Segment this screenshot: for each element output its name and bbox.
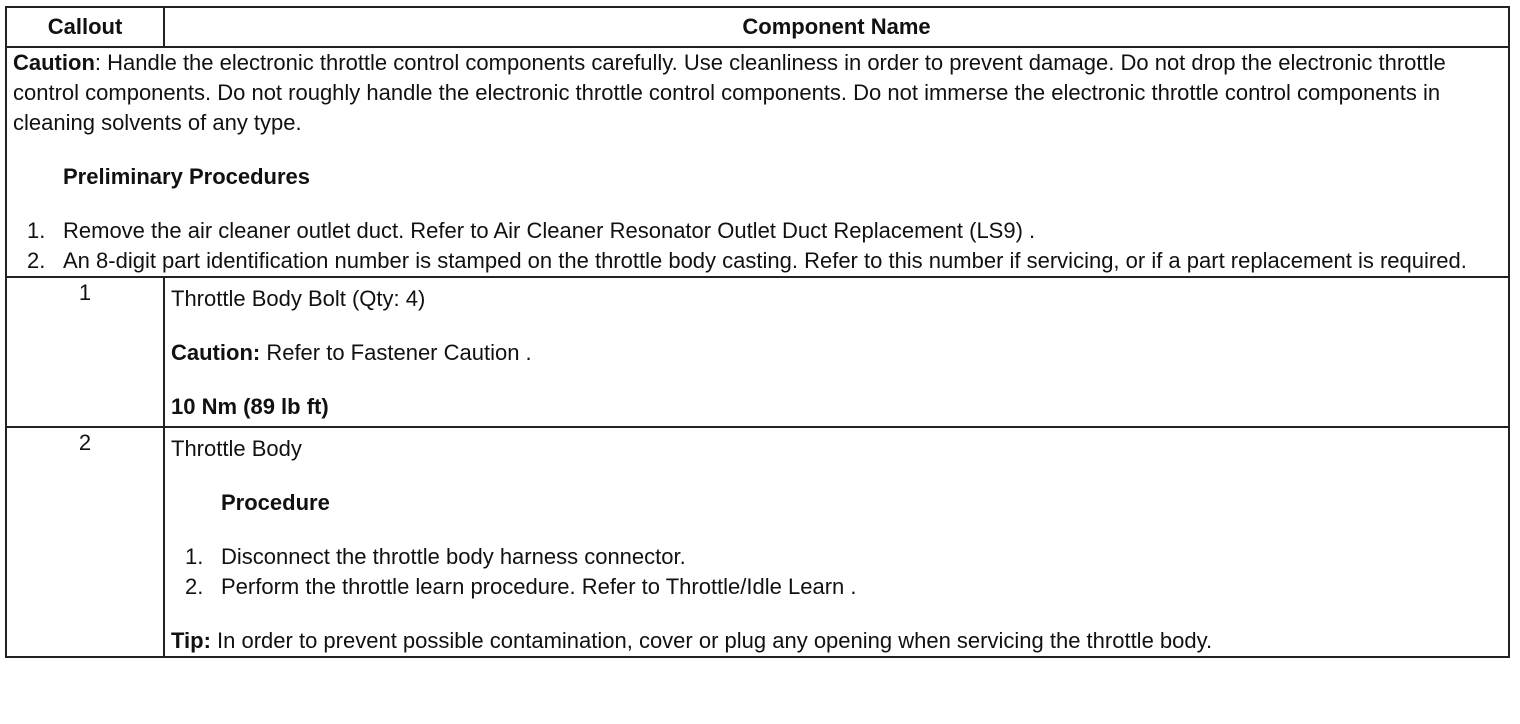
tip-label: Tip: <box>171 628 211 653</box>
table-row <box>6 277 1509 427</box>
caution-text: : Handle the electronic throttle control components carefully. Use cleanliness in order to prevent damage. Do not drop the electronic throttle control components. Do not roughly handle the electronic throttle control components. Do not immerse the electronic throttle control components in cleaning solvents of any type. <box>13 50 1446 135</box>
preliminary-heading: Preliminary Procedures <box>63 164 311 189</box>
tip-note <box>171 626 1502 656</box>
step-number: 2. <box>27 248 46 273</box>
torque-spec: 10 Nm (89 lb ft) <box>171 394 329 419</box>
caution-label: Caution: <box>171 340 261 365</box>
header-row <box>6 7 1509 47</box>
callout-number: 1 <box>6 277 164 427</box>
step-text: Remove the air cleaner outlet duct. Refer to Air Cleaner Resonator Outlet Duct Replacement (LS9) . <box>63 218 1036 243</box>
component-caution <box>171 338 1502 368</box>
callout-number: 2 <box>6 427 164 657</box>
caution-text: Refer to Fastener Caution . <box>260 340 532 365</box>
step-text: Disconnect the throttle body harness connector. <box>221 544 686 569</box>
step-number: 1. <box>185 544 204 569</box>
procedure-table-container <box>5 6 1508 658</box>
tip-text: In order to prevent possible contamination, cover or plug any opening when servicing the throttle body. <box>210 628 1213 653</box>
header-callout: Callout <box>6 7 164 47</box>
list-item <box>13 216 1502 246</box>
step-text: Perform the throttle learn procedure. Refer to Throttle/Idle Learn . <box>221 574 857 599</box>
caution-label: Caution <box>13 50 95 75</box>
step-number: 2. <box>185 574 204 599</box>
component-cell <box>164 277 1509 427</box>
header-component-name: Component Name <box>164 7 1509 47</box>
list-item <box>171 542 1502 572</box>
step-text: An 8-digit part identification number is stamped on the throttle body casting. Refer to this number if servicing, or if a part replacement is required. <box>63 248 1467 273</box>
list-item <box>171 572 1502 602</box>
procedure-table <box>5 6 1510 658</box>
table-row <box>6 427 1509 657</box>
component-cell <box>164 427 1509 657</box>
list-item <box>13 246 1502 276</box>
component-name: Throttle Body Bolt (Qty: 4) <box>171 286 426 311</box>
intro-row <box>6 47 1509 277</box>
intro-caution <box>13 48 1502 138</box>
procedure-steps <box>171 542 1502 602</box>
preliminary-steps <box>13 216 1502 276</box>
step-number: 1. <box>27 218 46 243</box>
intro-cell <box>6 47 1509 277</box>
procedure-heading: Procedure <box>221 490 330 515</box>
component-name: Throttle Body <box>171 436 302 461</box>
